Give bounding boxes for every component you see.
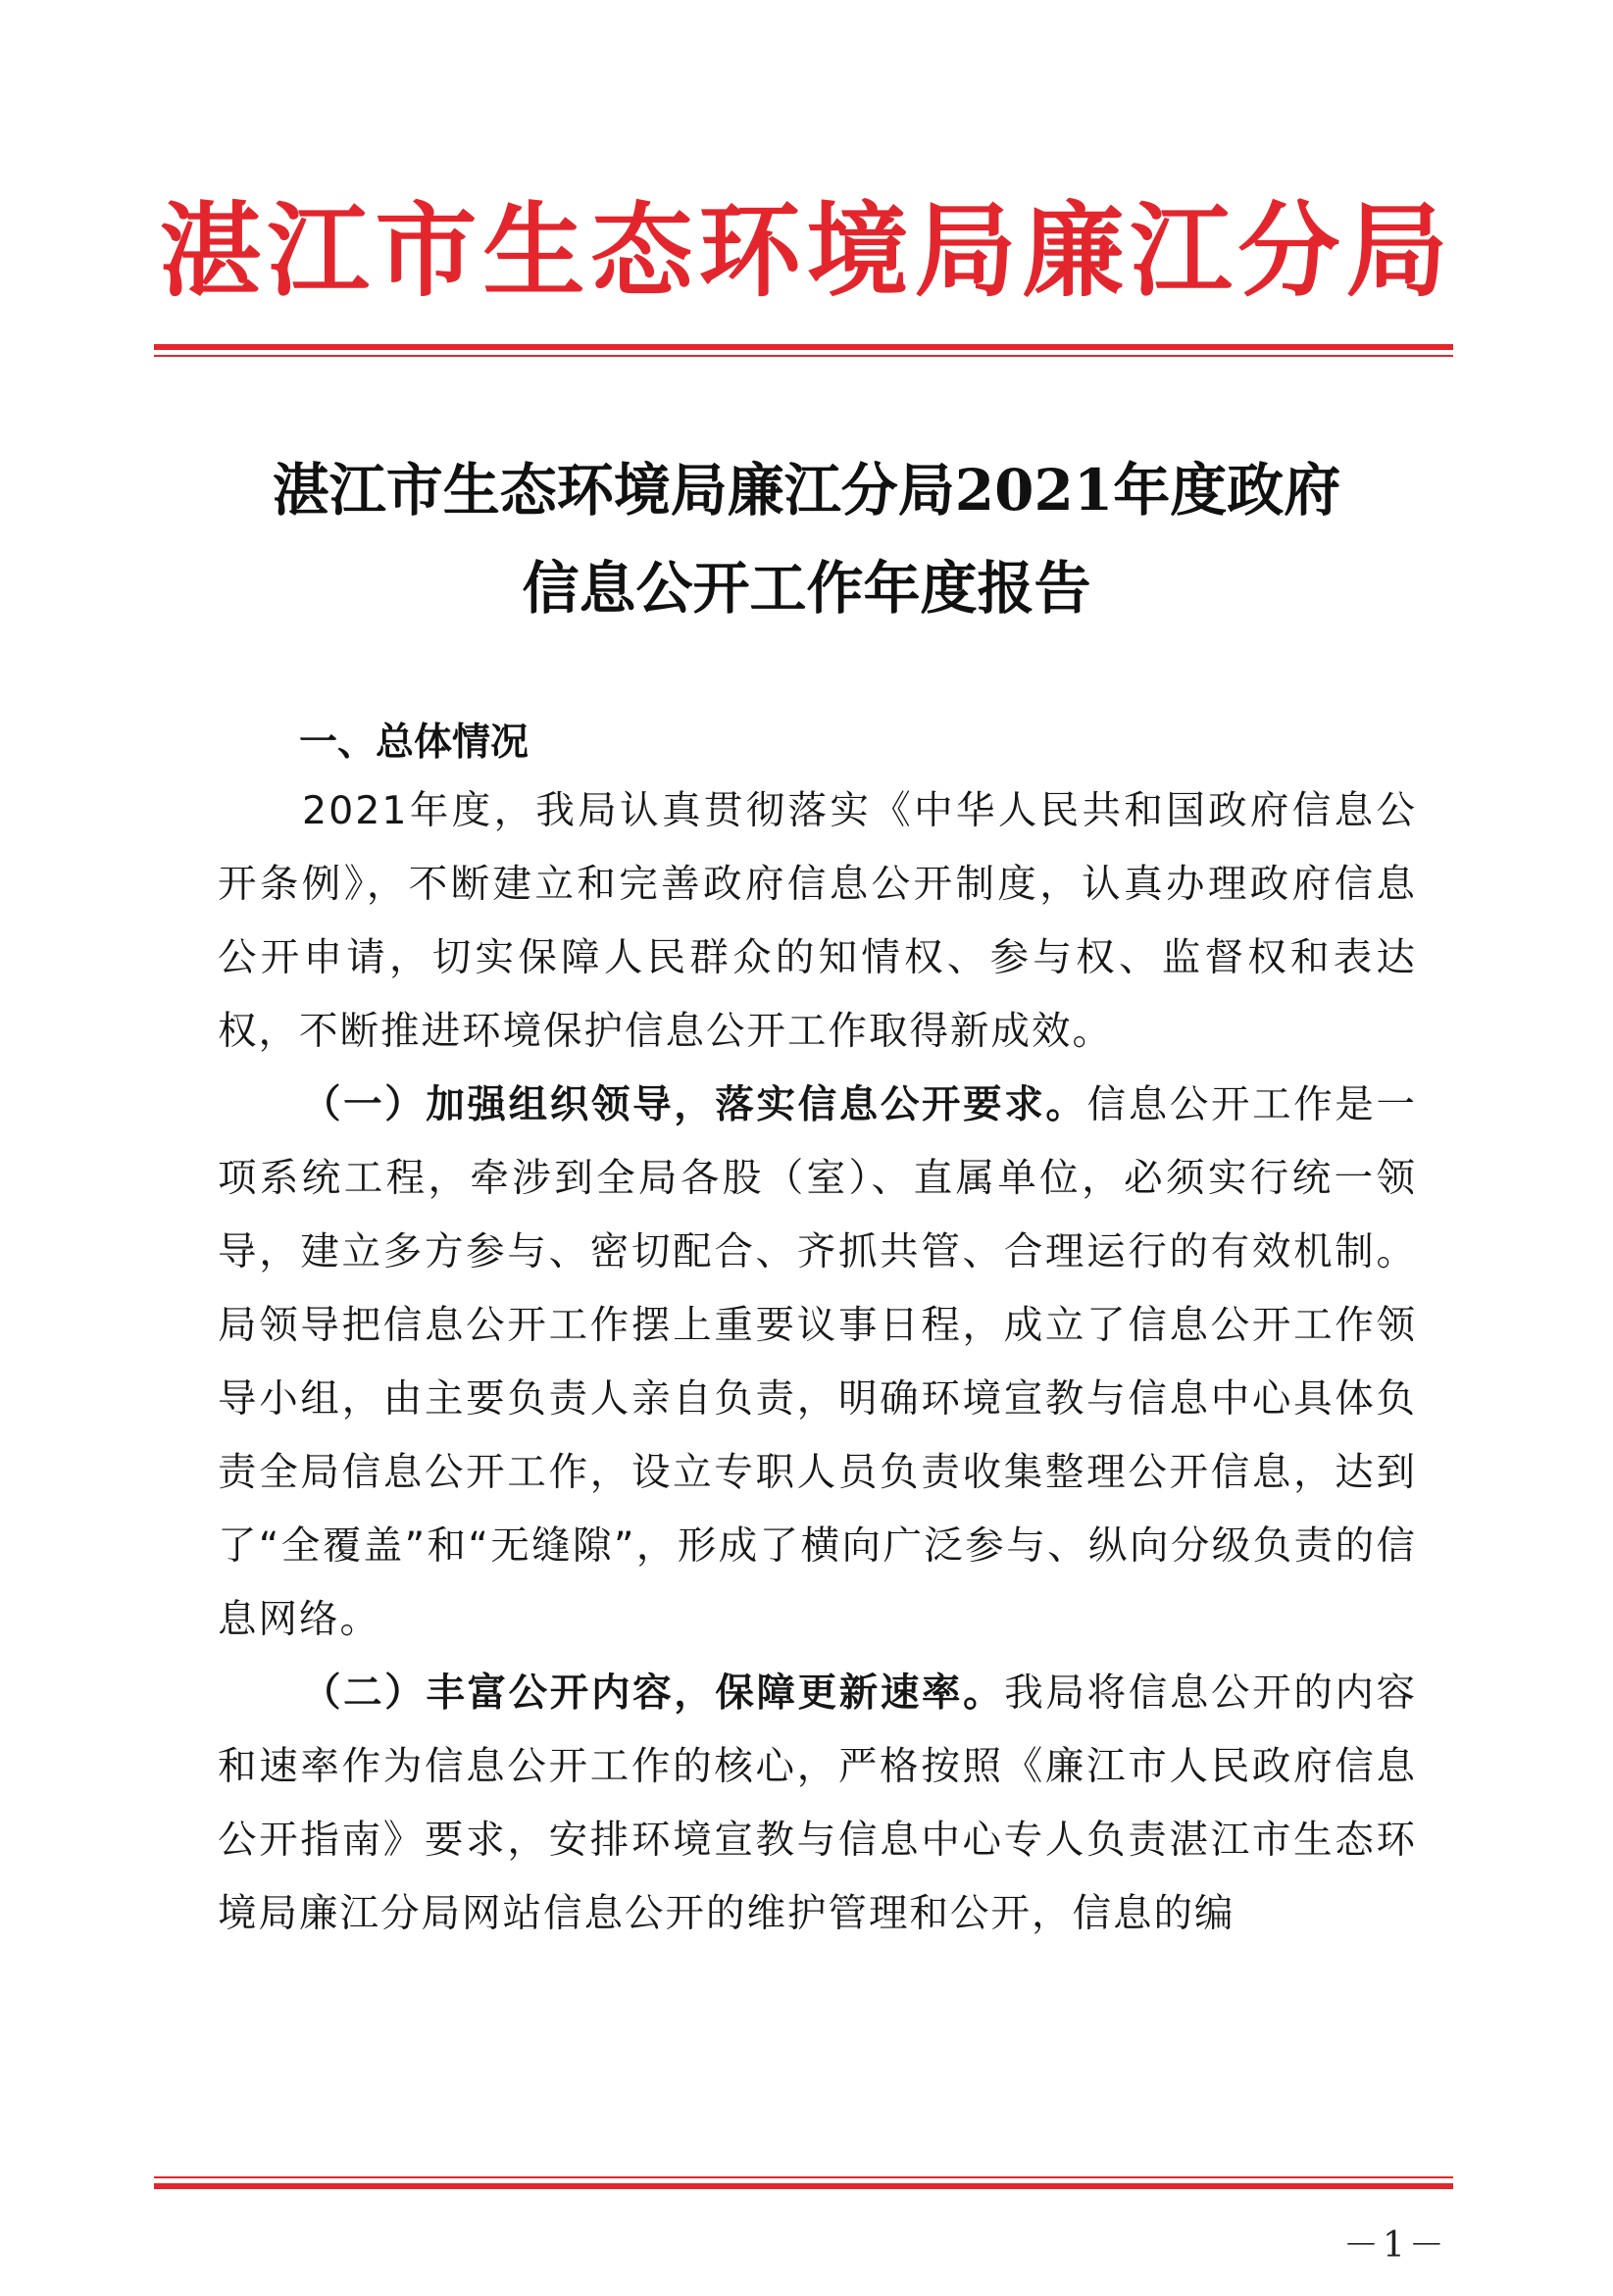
paragraph-organization <box>218 1069 1417 1657</box>
footer-rule-thin <box>154 2176 1453 2178</box>
paragraph-organization-lead: （一）加强组织领导，落实信息公开要求。 <box>302 1082 1087 1127</box>
paragraph-overview: 2021年度，我局认真贯彻落实《中华人民共和国政府信息公开条例》，不断建立和完善政府信息公开制度，认真办理政府信息公开申请，切实保障人民群众的知情权、参与权、监督权和表达权，不断推进环境保护信息公开工作取得新成效。 <box>218 788 1417 1054</box>
report-title-line-1: 湛江市生态环境局廉江分局2021年度政府 <box>272 457 1341 524</box>
report-body <box>218 774 1417 1951</box>
paragraph-content <box>218 1657 1417 1951</box>
letterhead-rule-thick <box>154 344 1453 350</box>
letterhead-title: 湛江市生态环境局廉江分局 <box>159 190 1454 311</box>
section-heading: 一、总体情况 <box>299 721 529 765</box>
paragraph-organization-text: 信息公开工作是一项系统工程，牵涉到全局各股（室）、直属单位，必须实行统一领导，建立多方参与、密切配合、齐抓共管、合理运行的有效机制。局领导把信息公开工作摆上重要议事日程，成立了信息公开工作领导小组，由主要负责人亲自负责，明确环境宣教与信息中心具体负责全局信息公开工作，设立专职人员负责收集整理公开信息，达到了“全覆盖”和“无缝隙”，形成了横向广泛参与、纵向分级负责的信息网络。 <box>218 1082 1418 1642</box>
page-number: －1－ <box>1343 2225 1448 2266</box>
paragraph-content-lead: （二）丰富公开内容，保障更新速率。 <box>302 1671 1005 1716</box>
paragraph-content-text: 我局将信息公开的内容和速率作为信息公开工作的核心，严格按照《廉江市人民政府信息公开指南》要求，安排环境宣教与信息中心专人负责湛江市生态环境局廉江分局网站信息公开的维护管理和公开，信息的编 <box>218 1671 1418 1936</box>
footer-rule-thick <box>154 2183 1453 2189</box>
report-title-line-2: 信息公开工作年度报告 <box>522 555 1091 622</box>
letterhead-rule-thin <box>154 355 1453 357</box>
